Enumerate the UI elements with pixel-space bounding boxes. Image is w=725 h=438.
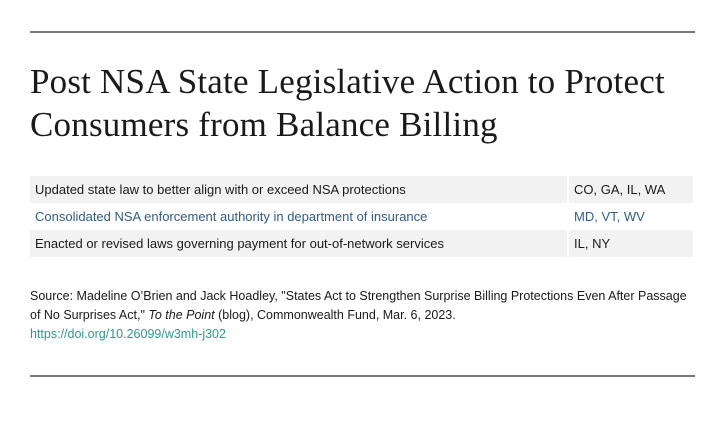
table-row: [30, 203, 693, 230]
action-cell: Consolidated NSA enforcement authority in department of insurance: [30, 203, 567, 230]
top-divider: [30, 31, 695, 33]
page-title: Post NSA State Legislative Action to Protect Consumers from Balance Billing: [30, 62, 665, 144]
states-cell: MD, VT, WV: [569, 203, 693, 230]
source-suffix: (blog), Commonwealth Fund, Mar. 6, 2023.: [214, 308, 456, 322]
action-cell: Enacted or revised laws governing payment for out-of-network services: [30, 230, 567, 257]
doi-link[interactable]: https://doi.org/10.26099/w3mh-j302: [30, 327, 226, 341]
table-row: [30, 230, 693, 257]
action-cell: Updated state law to better align with or exceed NSA protections: [30, 176, 567, 203]
states-cell: IL, NY: [569, 230, 693, 257]
source-prefix: Source: Madeline O’Brien and Jack Hoadley, "States Act to Strengthen Surprise Billing Protections Even After Passage of No Surprises Act,": [30, 289, 687, 322]
table-row: [30, 176, 693, 203]
states-cell: CO, GA, IL, WA: [569, 176, 693, 203]
bottom-divider: [30, 375, 695, 377]
source-note: [30, 287, 695, 344]
state-action-table: [30, 176, 693, 257]
source-publication: To the Point: [148, 308, 215, 322]
